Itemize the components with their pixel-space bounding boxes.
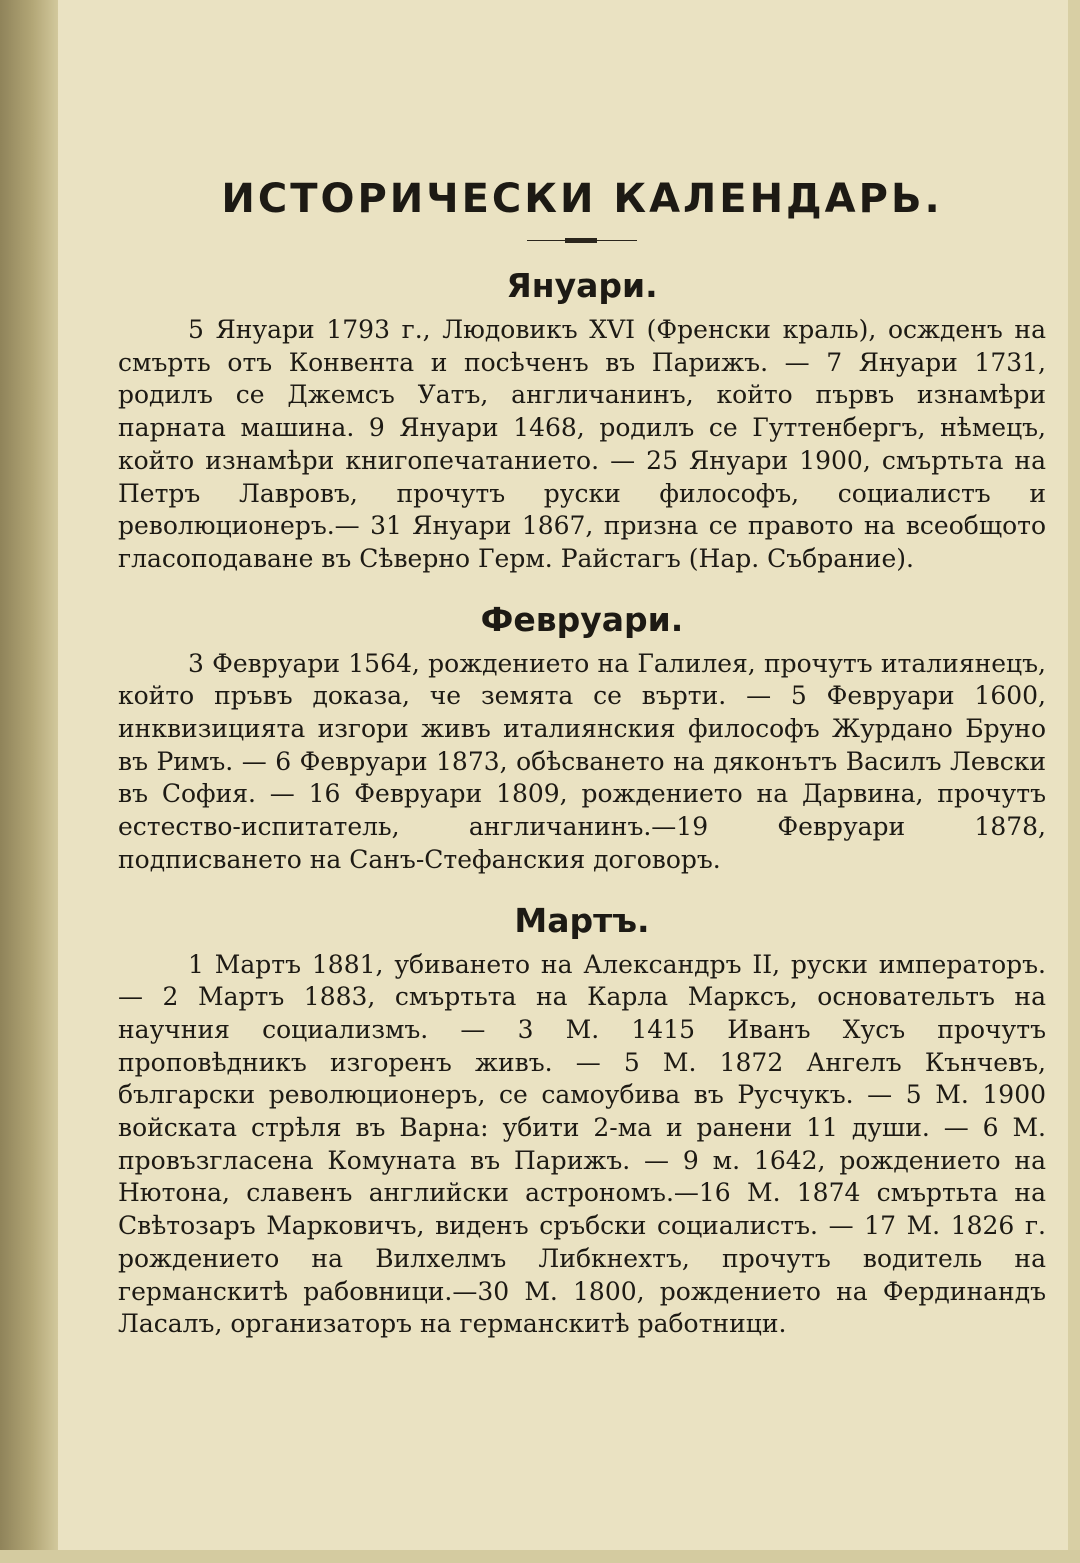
month-heading-january: Януари. [506, 266, 658, 305]
ornament-dash [565, 238, 597, 243]
book-spine [0, 0, 58, 1563]
month-heading-february: Февруари. [480, 599, 684, 639]
january-entries: 5 Януари 1793 г., Людовикъ XVI (Френски краль), осжденъ на смърть отъ Конвента и посѣченъ въ Парижъ. — 7 Януари 1731, родилъ се Джемсъ Уатъ, англичанинъ, който първъ изнамѣри парната машина. 9 Януари 1468, родилъ се Гуттенбергъ, нѣмецъ, който изнамѣри книгопечатанието. — 25 Януари 1900, смъртьта на Петръ Лавровъ, прочутъ руски философъ, социалистъ и революционеръ.— 31 Януари 1867, признa се правото на всеобщото гласоподаване въ Сѣверно Герм. Райстагъ (Нар. Събрание). [118, 315, 1046, 573]
book-page [58, 0, 1068, 1550]
page-bottom-edge [0, 1550, 1080, 1563]
march-entries: 1 Мартъ 1881, убиването на Александръ II, руски императоръ. — 2 Мартъ 1883, смъртьта на Карла Марксъ, основательтъ на научния социализмъ. — 3 М. 1415 Иванъ Хусъ прочутъ проповѣдникъ изгоренъ живъ. — 5 М. 1872 Ангелъ Кънчевъ, български революционеръ, се самоубива въ Русчукъ. — 5 М. 1900 войската стрѣля въ Варна: убити 2-ма и ранени 11 души. — 6 М. провъзгласена Комуната въ Парижъ. — 9 м. 1642, рождението на Нютона, славенъ английски астрономъ.—16 М. 1874 смъртьта на Свѣтозаръ Марковичъ, виденъ сръбски социалистъ. — 17 М. 1826 г. рождението на Вилхелмъ Либкнехтъ, прочутъ водитель на германскитѣ рабовници.—30 М. 1800, рождението на Фердинандъ Ласалъ, организаторъ на германскитѣ работници. [118, 949, 1046, 1339]
title-ornament [527, 234, 637, 248]
february-entries: 3 Февруари 1564, рождението на Галилея, прочутъ италиянецъ, който пръвъ доказа, че земята се върти. — 5 Февруари 1600, инквизицията изгори живъ италиянския философъ Журдано Бруно въ Римъ. — 6 Февруари 1873, обѣсването на дяконътъ Василъ Левски въ София. — 16 Февруари 1809, рождението на Дарвина, прочутъ естество-испитатель, англичанинъ.—19 Февруари 1878, подписването на Санъ-Стефанския договоръ. [118, 648, 1046, 874]
month-heading-march: Мартъ. [514, 900, 650, 940]
page-title: ИСТОРИЧЕСКИ КАЛЕНДАРЬ. [221, 176, 943, 222]
page-content [118, 168, 1046, 1361]
